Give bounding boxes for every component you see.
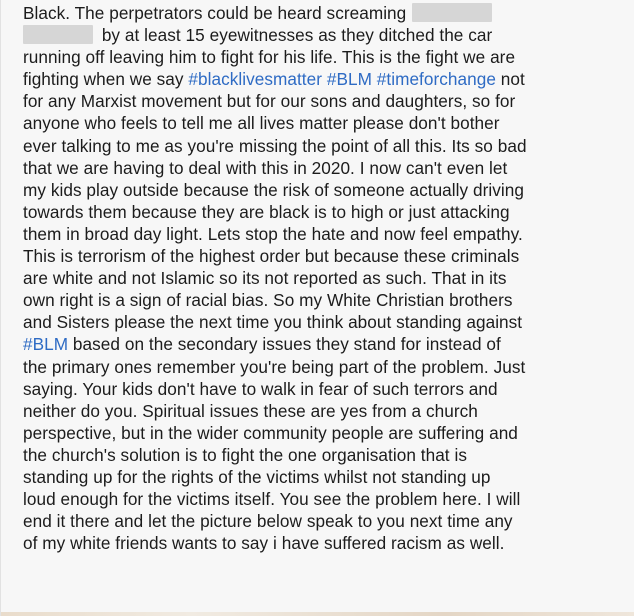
image-preview-edge [1,612,634,616]
post-text-line: that we are having to deal with this in 2020. I now can't even let [23,157,508,178]
post-text-line: towards them because they are black is to high or just attacking [23,201,510,222]
hashtag-link-blm[interactable]: #BLM [326,69,372,90]
post-text-line: the primary ones remember you're being part of the problem. Just [23,356,526,377]
post-text: fighting when we say [23,69,189,90]
post-text-line: end it there and let the picture below speak to you next time any [23,511,513,532]
post-text: not [495,69,525,90]
post-text-line: the church's solution is to fight the one organisation that is [23,444,467,465]
post-text-line: own right is a sign of racial bias. So my White Christian brothers [23,290,513,311]
post-text-line: ever talking to me as you're missing the point of all this. Its so bad [23,135,527,156]
post-text-line: them in broad day light. Lets stop the hate and now feel empathy. [23,223,523,244]
post-text-line: my kids play outside because the risk of someone actually driving [23,179,524,200]
post-text-line: standing up for the rights of the victims whilst not standing up [23,466,491,487]
hashtag-link-blacklivesmatter[interactable]: #blacklivesmatter [188,69,323,90]
redacted-text-block [412,3,492,22]
post-text-line: of my white friends wants to say i have suffered racism as well. [23,533,505,554]
hashtag-link-timeforchange[interactable]: #timeforchange [376,69,496,90]
post-text-line: perspective, but in the wider community people are suffering and [23,422,518,443]
post-text-line: saying. Your kids don't have to walk in fear of such terrors and [23,378,498,399]
post-text-line: for any Marxist movement but for our sons and daughters, so for [23,91,516,112]
post-text: Black. The perpetrators could be heard screaming [23,3,407,23]
post-text-line [23,68,628,90]
post-text-line: are white and not Islamic so its not reported as such. That in its [23,268,507,289]
post-text-line [23,333,628,355]
redacted-text-block [23,25,93,44]
post-text-line: running off leaving him to fight for his life. This is the fight we are [23,47,516,68]
post-text-line: This is terrorism of the highest order but because these criminals [23,246,520,267]
post-text-line [23,24,628,46]
post-text: by at least 15 eyewitnesses as they ditched the car [101,25,493,46]
hashtag-link-blm[interactable]: #BLM [23,334,69,355]
post-text-line: neither do you. Spiritual issues these are yes from a church [23,400,478,421]
post-text-line [23,2,628,24]
post-text-line: anyone who feels to tell me all lives matter please don't bother [23,113,500,134]
post-text-line: loud enough for the victims itself. You see the problem here. I will [23,489,521,510]
post-text-line: and Sisters please the next time you think about standing against [23,312,523,333]
post-text: based on the secondary issues they stand for instead of [68,334,501,355]
